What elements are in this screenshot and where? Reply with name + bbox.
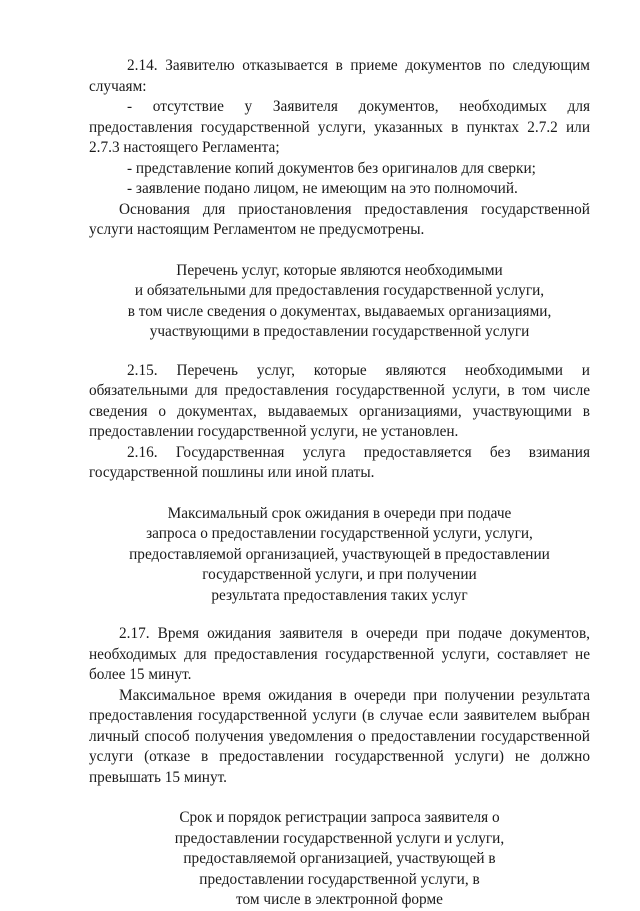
heading-line: предоставляемой организацией, участвующей в [183,850,496,867]
heading-required-services [89,261,590,343]
heading-registration [89,808,590,911]
heading-line: результата предоставления таких услуг [211,586,468,604]
heading-line: Срок и порядок регистрации запроса заявителя о [179,809,500,826]
paragraph-2-15: 2.15. Перечень услуг, которые являются необходимыми и обязательными для предоставления государственной услуги, в том числе сведения о документах, выдаваемых организациями, участвующими в предоставлении государственной услуги, не установлен. [89,361,590,440]
heading-line: и обязательными для предоставления государственной услуги, [134,282,545,299]
bullet-unauthorized-person: - заявление подано лицом, не имеющим на это полномочий. [127,180,518,197]
bullet-missing-documents: - отсутствие у Заявителя документов, необходимых для предоставления государственной услуги, указанных в пунктах 2.7.2 или 2.7.3 настоящего Регламента; [89,98,590,156]
paragraph-2-16: 2.16. Государственная услуга предоставляется без взимания государственной пошлины или иной платы. [89,443,590,481]
paragraph-max-wait: Максимальное время ожидания в очереди при получении результата предоставления государственной услуги (в случае если заявителем выбран личный способ получения уведомления о предоставлении государственной услуги (отказе в предоставлении государственной услуги) не должно превышать 15 минут. [89,686,590,786]
heading-line: запроса о предоставлении государственной услуги, услуги, [146,525,533,542]
heading-line: государственной услуги, и при получении [202,566,477,583]
heading-line: предоставлении государственной услуги и услуги, [174,829,505,847]
heading-line: предоставляемой организацией, участвующей в предоставлении [129,545,550,563]
heading-line: Перечень услуг, которые являются необходимыми [176,261,503,279]
heading-line: в том числе сведения о документах, выдаваемых организациями, [127,302,552,320]
paragraph-suspension-grounds: Основания для приостановления предоставления государственной услуги настоящим Регламентом не предусмотрены. [89,200,590,238]
paragraph-2-17: 2.17. Время ожидания заявителя в очереди при подаче документов, необходимых для предоставления государственной услуги, составляет не более 15 минут. [89,625,590,683]
heading-line: том числе в электронной форме [236,891,443,908]
heading-line: предоставлении государственной услуги, в [199,870,480,888]
heading-queue-time [89,504,590,607]
heading-line: Максимальный срок ожидания в очереди при подаче [167,504,512,522]
paragraph-2-14: 2.14. Заявителю отказывается в приеме документов по следующим случаям: [89,57,590,95]
heading-line: участвующими в предоставлении государственной услуги [149,323,530,340]
bullet-copies-without-originals: - представление копий документов без оригиналов для сверки; [127,159,536,177]
